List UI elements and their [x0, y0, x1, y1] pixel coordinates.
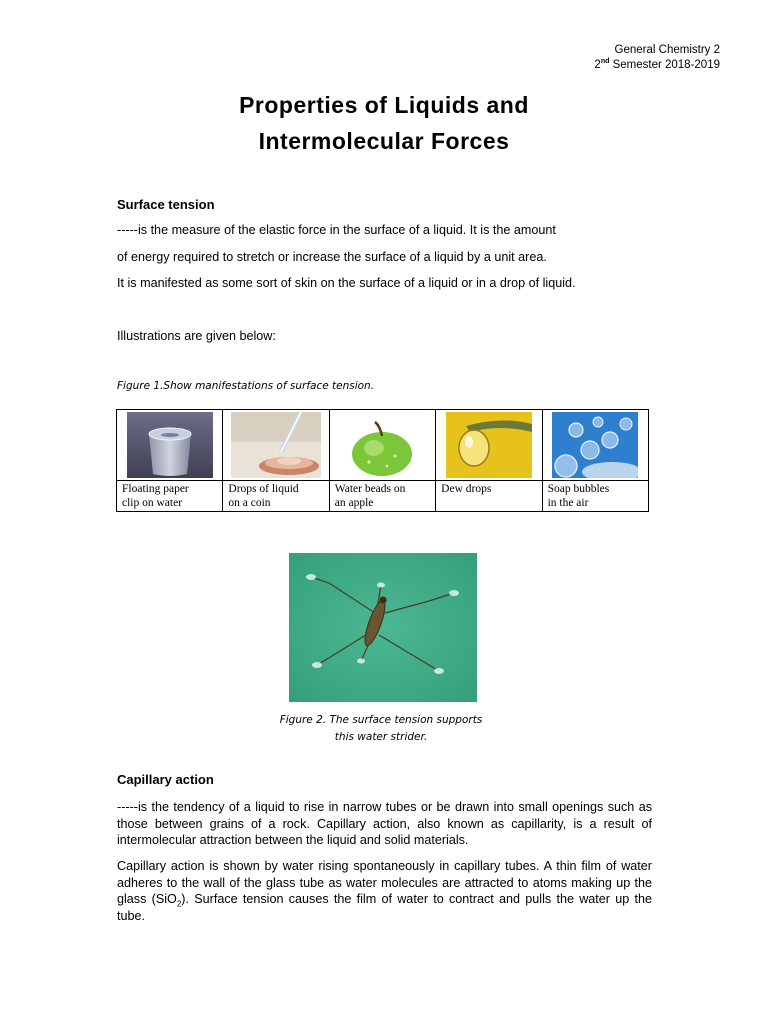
liquid-drop-on-coin-image: [231, 412, 321, 478]
figure-1-cell-1: [117, 410, 223, 481]
section-heading-capillary-action: Capillary action: [117, 772, 214, 787]
figure-1-label-4: Dew drops: [436, 481, 542, 512]
figure-1-label-5: Soap bubbles in the air: [542, 481, 648, 512]
green-apple-image: [339, 412, 425, 478]
surface-tension-line-2: of energy required to stretch or increase the surface of a liquid by a unit area.: [117, 250, 547, 264]
course-name: General Chemistry 2: [614, 44, 720, 56]
figure-1-cell-4: [436, 410, 542, 481]
figure-1-cell-3: [329, 410, 435, 481]
water-strider-image: [289, 553, 477, 702]
section-heading-surface-tension: Surface tension: [117, 197, 215, 212]
semester-years: Semester 2018-2019: [609, 59, 720, 71]
figure-1-cell-5: [542, 410, 648, 481]
capillary-action-paragraph-2: Capillary action is shown by water rising spontaneously in capillary tubes. A thin film of water adheres to the wall of the glass tube as water molecules are attracted to atoms making up the glass (SiO$_2$). Surface tension causes the film of water to contract and pulls the water up the tube.: [117, 859, 653, 923]
semester-suffix: nd: [600, 58, 610, 66]
figure-1-caption: Figure 1.Show manifestations of surface tension.: [117, 380, 375, 392]
figure-2-caption: [0, 712, 768, 746]
figure-1-cell-2: [223, 410, 329, 481]
soap-bubbles-image: [552, 412, 638, 478]
surface-tension-line-3: It is manifested as some sort of skin on the surface of a liquid or in a drop of liquid.: [117, 276, 576, 290]
dew-drop-image: [446, 412, 532, 478]
page-title: [0, 87, 768, 159]
illustrations-intro: Illustrations are given below:: [117, 329, 276, 343]
semester-ordinal: 2: [594, 59, 601, 71]
figure-1-table: [116, 409, 649, 512]
course-header: [594, 43, 720, 73]
figure-1-label-3: Water beads on an apple: [329, 481, 435, 512]
title-line-2: Intermolecular Forces: [258, 128, 510, 154]
surface-tension-line-1: -----is the measure of the elastic force in the surface of a liquid. It is the amount: [117, 223, 556, 237]
figure-1-label-1: Floating paper clip on water: [117, 481, 223, 512]
figure-2-caption-line-2: this water strider.: [334, 731, 428, 743]
figure-1-label-2: Drops of liquid on a coin: [223, 481, 329, 512]
title-line-1: Properties of Liquids and: [239, 92, 529, 118]
glass-of-water-image: [127, 412, 213, 478]
semester-label: [594, 58, 720, 73]
capillary-action-paragraph-1: -----is the tendency of a liquid to rise in narrow tubes or be drawn into small openings such as those between grains of a rock. Capillary action, also known as capillarity, is a result of intermolecular attraction between the liquid and solid materials.: [117, 800, 652, 847]
figure-2-caption-line-1: Figure 2. The surface tension supports: [279, 714, 483, 726]
